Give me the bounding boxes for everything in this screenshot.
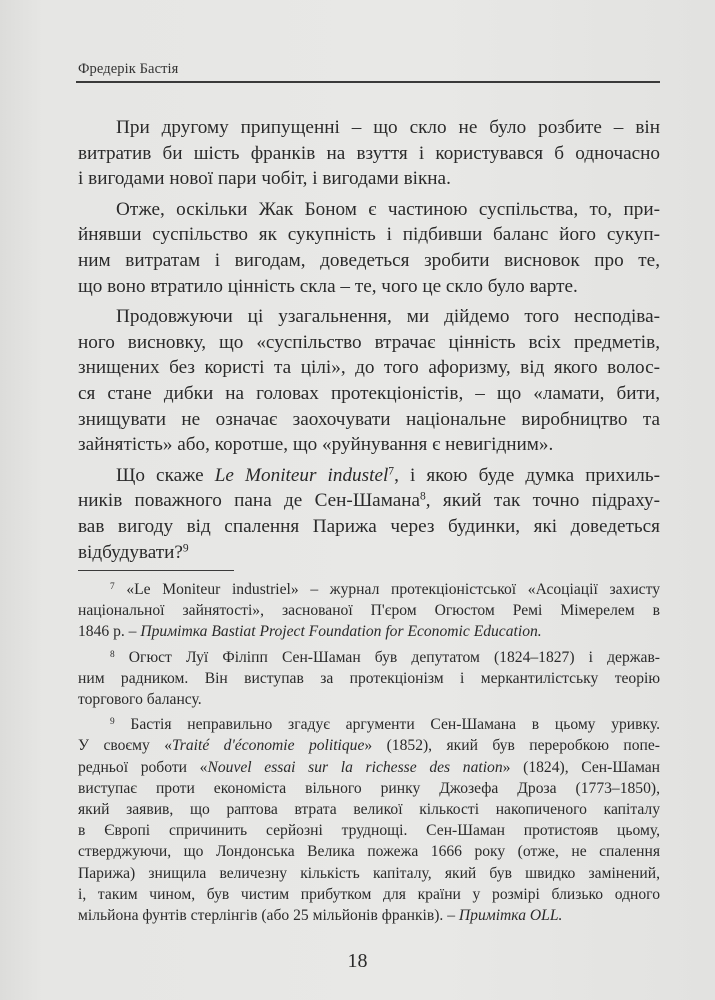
text-segment: ного висновку, що «суспільство втрачає цінність всіх предметів, [78, 331, 660, 353]
page-number: 18 [347, 950, 368, 972]
text-segment: При другому припущенні – що скло не було розбите – він [116, 117, 660, 138]
footnote-marker: 9 [110, 717, 115, 728]
text-line [78, 197, 660, 223]
running-head: Фредерік Бастія [78, 61, 179, 77]
text-line [78, 381, 660, 407]
text-segment: який заявив, що раптова втрата великої кількості накопиченого капіталу [78, 801, 660, 819]
text-line [78, 757, 660, 778]
text-segment: ним витратам і вигодам, доведеться зробити висновок про те, [78, 249, 660, 271]
header-rule [76, 81, 660, 83]
text-segment: , і якою буде думка прихиль- [394, 464, 660, 486]
text-line [78, 115, 660, 141]
text-segment: Що скаже [116, 464, 215, 486]
text-segment: знищених без користі та цілі», до того афоризму, від якого волос- [78, 357, 660, 379]
text-line [78, 778, 660, 799]
text-segment: зайнятість» або, коротше, що «руйнування є невигідним». [78, 434, 554, 456]
text-segment: 1846 р. – [78, 623, 141, 641]
text-line [78, 222, 660, 248]
text-segment: ся стане дибки на головах протекціоністів, – що «ламати, бити, [78, 382, 660, 404]
text-line [78, 141, 660, 167]
text-line [78, 514, 660, 540]
text-segment: Бастія неправильно згадує аргументи Сен-Шамана в цьому уривку. [114, 716, 660, 734]
text-line [78, 689, 660, 710]
text-line [78, 488, 660, 514]
footnote-marker: 8 [420, 490, 426, 503]
text-segment: » (1852), який був переробкою попе- [364, 737, 661, 755]
text-segment: Отже, оскільки Жак Боном є частиною суспільства, то, при- [116, 198, 660, 220]
footnotes [78, 579, 660, 930]
text-line [78, 647, 660, 668]
text-line [78, 621, 660, 642]
text-segment: Парижа) знищила величезну кількість капіталу, який був швидко замінений, [78, 864, 660, 882]
text-segment: йнявши суспільство як сукупність і підбивши баланс його сукуп- [78, 224, 660, 246]
text-segment: стверджуючи, що Лондонська Велика пожежа 1666 року (отже, не спалення [78, 843, 660, 861]
italic-text: Nouvel essai sur la richesse des nation [207, 758, 503, 776]
text-line [78, 820, 660, 841]
text-line [78, 540, 660, 566]
paragraph [78, 115, 660, 192]
text-segment: У своєму « [78, 737, 172, 755]
text-line [78, 735, 660, 756]
text-line [78, 905, 660, 926]
paragraph [78, 463, 660, 565]
text-segment: знищувати не означає заохочувати національне виробництво та [78, 408, 660, 430]
text-segment: торгового балансу. [78, 691, 202, 709]
text-line [78, 274, 660, 300]
text-segment: національної зайнятості», заснованої П'єром Огюстом Ремі Мімерелем в [78, 602, 660, 620]
text-segment: , який так точно підраху- [425, 490, 661, 512]
text-segment: редньої роботи « [78, 758, 208, 776]
footnote [78, 647, 660, 711]
text-segment: мільйона фунтів стерлінгів (або 25 мільйонів франків). – [78, 907, 459, 925]
text-segment: що воно втратило цінність скла – те, чого це скло було варте. [78, 275, 578, 297]
text-line [78, 799, 660, 820]
footnote-marker: 7 [110, 581, 115, 592]
footnote-separator [78, 570, 234, 571]
text-line [78, 407, 660, 433]
text-line [78, 304, 660, 330]
text-segment: «Le Moniteur industriel» – журнал протекціоністської «Асоціації захисту [114, 581, 660, 598]
text-segment: і, таким чином, був чистим прибутком для країни у розмірі близько одного [78, 885, 660, 903]
text-line [78, 600, 660, 621]
text-line [78, 166, 660, 192]
text-segment: ним радником. Він виступав за протекціонізм і меркантилістську теорію [78, 669, 660, 687]
paragraph [78, 197, 660, 299]
main-text [78, 115, 660, 570]
text-line [78, 579, 660, 600]
footnote-marker: 9 [182, 542, 189, 555]
text-segment: витратив би шість франків на взуття і користувався б одночасно [78, 142, 660, 164]
text-segment: відбудувати? [78, 541, 183, 563]
text-line [78, 248, 660, 274]
italic-text: Примітка Bastiat Project Foundation for Economic Education. [140, 623, 542, 641]
text-segment: в Європі спричинить серйозні труднощі. Сен-Шаман протистояв цьому, [78, 822, 660, 840]
text-line [78, 863, 660, 884]
text-segment: » (1824), Сен-Шаман [502, 758, 660, 776]
text-line [78, 330, 660, 356]
text-line [78, 463, 660, 489]
text-line [78, 668, 660, 689]
text-line [78, 841, 660, 862]
paragraph [78, 304, 660, 458]
italic-text: Traité d'économie politique [172, 737, 365, 755]
text-segment: Огюст Луї Філіпп Сен-Шаман був депутатом (1824–1827) і держав- [114, 648, 660, 666]
text-line [78, 355, 660, 381]
text-segment: і вигодами нової пари чобіт, і вигодами вікна. [78, 168, 451, 190]
italic-text: Le Moniteur industel [214, 464, 389, 486]
footnote-marker: 7 [388, 465, 395, 478]
text-line [78, 714, 660, 735]
footnote [78, 579, 660, 643]
text-segment: вав вигоду від спалення Парижа через будинки, які доведеться [78, 515, 660, 537]
text-segment: виступає проти економіста вільного ринку Джозефа Дроза (1773–1850), [78, 779, 660, 797]
text-line [78, 432, 660, 458]
text-line [78, 884, 660, 905]
italic-text: Примітка OLL. [458, 907, 563, 925]
footnote-marker: 8 [110, 649, 115, 660]
text-segment: Продовжуючи ці узагальнення, ми дійдемо того несподіва- [116, 306, 660, 328]
footnote [78, 714, 660, 926]
text-segment: ників поважного пана де Сен-Шамана [78, 490, 421, 512]
